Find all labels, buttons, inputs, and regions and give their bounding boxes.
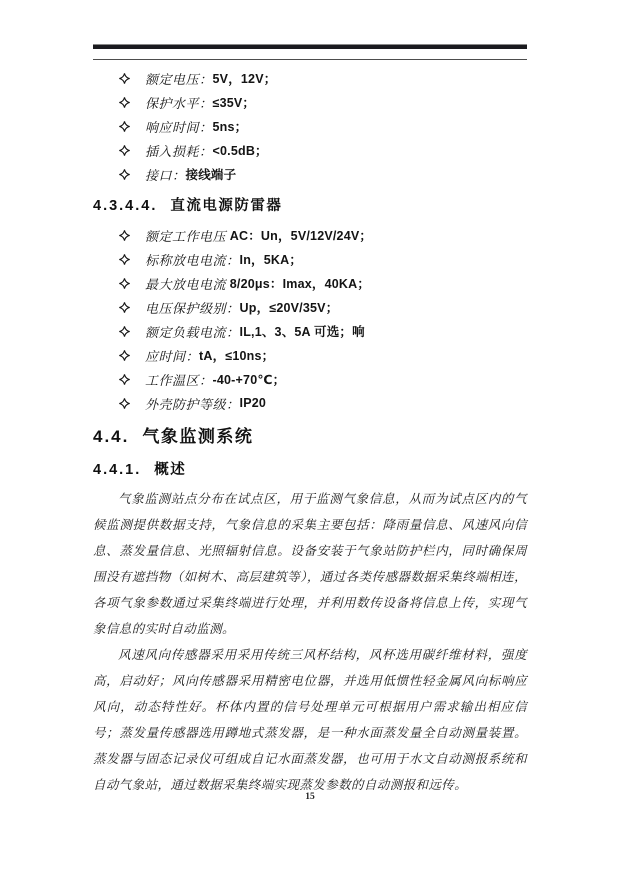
- page-content: [93, 60, 527, 798]
- section-title: 概述: [154, 462, 187, 478]
- diamond-bullet-icon: [119, 350, 145, 361]
- spec-list-item: [93, 66, 527, 90]
- spec-value: <0.5dB；: [212, 144, 268, 158]
- section-title: 直流电源防雷器: [170, 198, 283, 214]
- spec-value: ≤35V；: [212, 96, 256, 110]
- section-number: 4.4.: [93, 427, 130, 446]
- diamond-bullet-icon: [119, 97, 145, 108]
- spec-value: -40-+70℃；: [212, 373, 286, 387]
- spec-list-item: [93, 271, 527, 295]
- spec-label: 接口：: [145, 167, 186, 183]
- diamond-bullet-icon: [119, 326, 145, 337]
- spec-list-item: [93, 162, 527, 186]
- spec-value: tA，≤10ns；: [199, 349, 275, 363]
- spec-value: 5V，12V；: [212, 72, 277, 86]
- spec-label: 额定工作电压: [145, 228, 230, 244]
- spec-value: 8/20μs：Imax，40KA；: [229, 277, 371, 291]
- spec-list-dc-spd: [93, 223, 527, 415]
- spec-value: IP20: [239, 396, 267, 410]
- diamond-bullet-icon: [119, 302, 145, 313]
- spec-value: Up，≤20V/35V；: [239, 301, 339, 315]
- overview-paragraph-2: 风速风向传感器采用采用传统三风杯结构，风杯选用碳纤维材料，强度高，启动好；风向传感器采用精密电位器，并选用低惯性轻金属风向标响应风向，动态特性好。杯体内置的信号处理单元可根据用户需求输出相应信号；蒸发量传感器选用蹲地式蒸发器，是一种水面蒸发量全自动测量装置。蒸发器与固态记录仪可组成自记水面蒸发器，也可用于水文自动测报系统和自动气象站，通过数据采集终端实现蒸发参数的自动测报和远传。: [93, 648, 527, 792]
- spec-label: 额定负载电流：: [145, 324, 240, 340]
- diamond-bullet-icon: [119, 145, 145, 156]
- spec-value: IL,1、3、5A 可选；响: [239, 325, 365, 339]
- section-title: 气象监测系统: [142, 427, 254, 446]
- diamond-bullet-icon: [119, 278, 145, 289]
- diamond-bullet-icon: [119, 374, 145, 385]
- spec-label: 外壳防护等级：: [145, 396, 240, 412]
- header-rule-thick: [93, 44, 527, 49]
- spec-list-top: [93, 66, 527, 186]
- diamond-bullet-icon: [119, 73, 145, 84]
- section-heading-dc-spd: [93, 195, 527, 217]
- spec-list-item: [93, 223, 527, 247]
- spec-label: 最大放电电流: [145, 276, 230, 292]
- diamond-bullet-icon: [119, 169, 145, 180]
- spec-list-item: [93, 247, 527, 271]
- spec-list-item: [93, 391, 527, 415]
- spec-label: 工作温区：: [145, 372, 213, 388]
- spec-list-item: [93, 367, 527, 391]
- section-heading-weather-system: [93, 424, 527, 450]
- section-number: 4.3.4.4.: [93, 198, 158, 214]
- section-number: 4.4.1.: [93, 462, 142, 478]
- spec-list-item: [93, 295, 527, 319]
- spec-label: 插入损耗：: [145, 143, 213, 159]
- spec-list-item: [93, 319, 527, 343]
- spec-value: AC：Un，5V/12V/24V；: [229, 229, 373, 243]
- spec-value: 5ns；: [212, 120, 248, 134]
- overview-paragraph-1: 气象监测站点分布在试点区，用于监测气象信息，从而为试点区内的气候监测提供数据支持，气象信息的采集主要包括：降雨量信息、风速风向信息、蒸发量信息、光照辐射信息。设备安装于气象站防护栏内，同时确保周围没有遮挡物（如树木、高层建筑等），通过各类传感器数据采集终端相连，各项气象参数通过采集终端进行处理，并利用数传设备将信息上传，实现气象信息的实时自动监测。: [93, 492, 527, 636]
- spec-label: 应时间：: [145, 348, 200, 364]
- spec-label: 电压保护级别：: [145, 300, 240, 316]
- spec-value: In，5KA；: [239, 253, 303, 267]
- spec-value: 接线端子: [185, 168, 237, 182]
- spec-list-item: [93, 138, 527, 162]
- spec-list-item: [93, 90, 527, 114]
- spec-label: 保护水平：: [145, 95, 213, 111]
- diamond-bullet-icon: [119, 121, 145, 132]
- diamond-bullet-icon: [119, 230, 145, 241]
- spec-list-item: [93, 343, 527, 367]
- section-heading-overview: [93, 459, 527, 481]
- diamond-bullet-icon: [119, 398, 145, 409]
- spec-list-item: [93, 114, 527, 138]
- spec-label: 额定电压：: [145, 71, 213, 87]
- spec-label: 响应时间：: [145, 119, 213, 135]
- spec-label: 标称放电电流：: [145, 252, 240, 268]
- page-number: 15: [305, 792, 315, 802]
- diamond-bullet-icon: [119, 254, 145, 265]
